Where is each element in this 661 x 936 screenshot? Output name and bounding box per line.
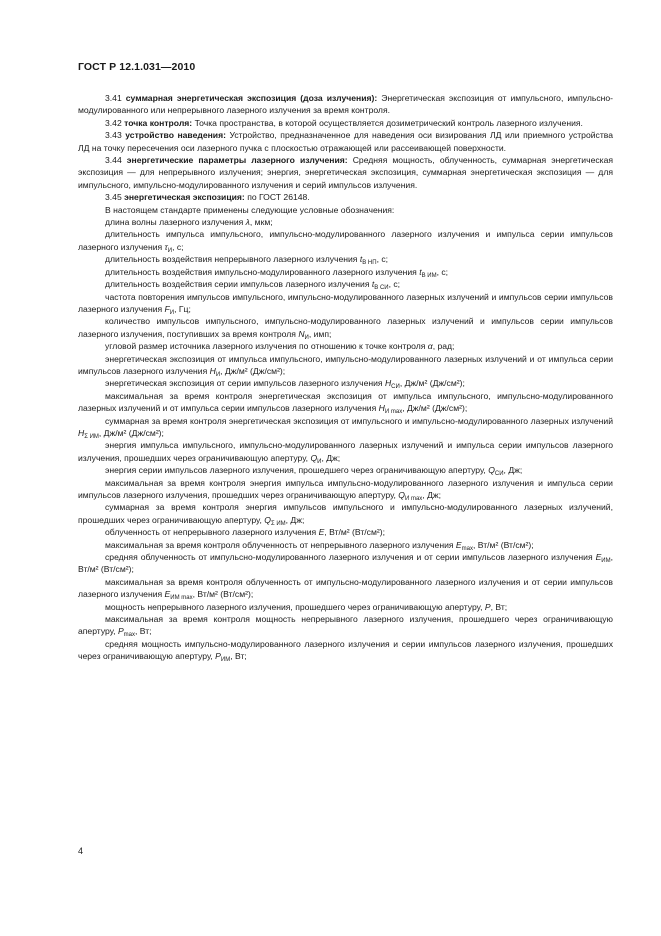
symbol-subscript: СИ xyxy=(494,471,504,478)
symbol-subscript: max xyxy=(461,545,473,552)
definition-number: 3.41 xyxy=(105,93,122,103)
symbol-description: длина волны лазерного излучения xyxy=(105,217,246,228)
symbol-unit: , рад; xyxy=(432,341,455,352)
symbol-definition xyxy=(78,464,613,476)
symbol-subscript: ИМ xyxy=(220,657,231,664)
symbol-definition xyxy=(78,228,613,253)
symbol-description: мощность непрерывного лазерного излучения, прошедшего через ограничивающую апертуру, xyxy=(105,601,485,612)
symbol-subscript: В СИ xyxy=(374,285,389,292)
symbol-subscript: СИ xyxy=(391,384,400,391)
symbol-description: длительность воздействия непрерывного лазерного излучения xyxy=(105,254,360,265)
symbol-definition xyxy=(78,390,613,415)
symbol-unit: , Вт/м² (Вт/см²); xyxy=(78,552,613,575)
definition-text: Точка пространства, в которой осуществляется дозиметрический контроль лазерного излучения. xyxy=(194,117,583,128)
symbol-subscript: И xyxy=(215,371,221,378)
symbol-unit: , Вт/м² (Вт/см²); xyxy=(192,589,254,600)
symbol-definition xyxy=(78,415,613,440)
definition-term: точка контроля: xyxy=(124,117,193,128)
symbol-description: длительность импульса импульсного, импульсно-модулированного лазерного излучения и импульса серии импульсов лазерного излучения xyxy=(78,229,613,252)
symbol-subscript: И xyxy=(317,458,322,465)
symbol-description: облученность от непрерывного лазерного излучения xyxy=(105,527,319,538)
symbol-unit: , Гц; xyxy=(174,303,191,314)
symbol-description: максимальная за время контроля энергия импульса импульсно-модулированного лазерного излучения и импульса серии импульсов лазерного излучения, прошедших через ограничивающую апертуру, xyxy=(78,477,613,500)
definition-text: по ГОСТ 26148. xyxy=(247,192,310,203)
symbol-letter: H xyxy=(78,427,85,438)
symbol-subscript: И max xyxy=(384,409,403,416)
symbol-description: средняя облученность от импульсно-модулированного лазерного излучения и от серии импульсов лазерного излучения xyxy=(105,552,596,563)
symbol-unit: , Вт; xyxy=(135,626,152,637)
symbol-subscript: Σ ИМ xyxy=(84,433,99,440)
definition-number: 3.43 xyxy=(105,130,122,141)
symbol-definition xyxy=(78,526,613,538)
symbol-letter: P xyxy=(117,626,124,637)
symbol-definition xyxy=(78,377,613,389)
symbol-unit: , Дж/м² (Дж/см²); xyxy=(98,427,164,438)
definition-text: Энергетическая экспозиция от импульсного, импульсно-модулированного или непрерывного лазерного излучения за время контроля. xyxy=(78,93,614,116)
symbol-unit: , Вт; xyxy=(490,601,508,612)
symbol-unit: , имп; xyxy=(308,328,332,339)
definition-text: Устройство, предназначенное для наведения оси визирования ЛД или приемного устройства ЛД на точку пересечения оси лазерного пучка с плоскостью отражающей или рассеивающей поверхности. xyxy=(78,130,614,153)
symbol-description: энергетическая экспозиция от импульса импульсного, импульсно-модулированного лазерных излучений и от импульса серии импульсов лазерного излучения xyxy=(78,353,613,376)
symbol-unit: , Дж/м² (Дж/см²); xyxy=(402,403,468,414)
symbol-letter: H xyxy=(209,365,216,376)
symbol-subscript: ИМ xyxy=(601,558,611,565)
symbol-letter: F xyxy=(164,303,170,314)
definition-3-45 xyxy=(78,191,613,203)
symbol-subscript: И xyxy=(167,247,173,254)
symbol-subscript: ИМ max xyxy=(170,595,193,602)
symbol-definition xyxy=(78,601,613,613)
symbol-letter: N xyxy=(298,328,305,339)
symbol-subscript: В ИМ xyxy=(421,272,437,279)
symbol-definition xyxy=(78,278,613,290)
symbol-description: угловой размер источника лазерного излучения по отношению к точке контроля xyxy=(105,341,428,352)
symbol-letter: α xyxy=(427,341,433,352)
symbol-definition xyxy=(78,613,613,638)
symbol-letter: E xyxy=(318,527,325,538)
symbol-subscript: И max xyxy=(404,496,423,502)
symbol-unit: , Дж/м² (Дж/см²); xyxy=(220,365,286,376)
symbol-unit: , с; xyxy=(388,279,401,290)
symbol-letter: t xyxy=(419,266,422,277)
definition-3-41 xyxy=(78,92,613,117)
symbol-letter: Q xyxy=(488,465,495,476)
symbol-unit: , Вт; xyxy=(230,651,247,662)
symbol-subscript: В НП xyxy=(362,260,377,267)
symbol-definition xyxy=(78,501,613,526)
symbol-description: максимальная за время контроля мощность непрерывного лазерного излучения, прошедшего через ограничивающую апертуру, xyxy=(78,614,613,637)
definition-term: суммарная энергетическая экспозиция (доза излучения): xyxy=(125,93,378,103)
symbol-description: максимальная за время контроля энергетическая экспозиция от импульса импульсного, импульсно-модулированного лазерных излучений и от импульса серии импульсов лазерного излучения xyxy=(78,390,613,414)
symbol-letter: H xyxy=(378,403,385,414)
symbol-subscript: И xyxy=(169,309,175,316)
definition-term: энергетические параметры лазерного излучения: xyxy=(126,155,348,166)
symbol-definition xyxy=(78,216,613,228)
definition-text: Средняя мощность, облученность, суммарная энергетическая экспозиция — для непрерывного излучения; энергия, энергетическая экспозиция, суммарная энергетическая экспозиция — для импульсного, импульсно-модулированного излучения и серий импульсов излучения. xyxy=(78,155,614,190)
symbol-description: суммарная за время контроля энергетическая экспозиция от импульсного и импульсно-модулированного лазерных излучений xyxy=(105,415,613,426)
symbol-description: максимальная за время контроля облученность от непрерывного лазерного излучения xyxy=(105,539,456,550)
definition-3-43 xyxy=(78,129,613,154)
symbol-definition xyxy=(78,477,613,502)
symbol-unit: , Дж; xyxy=(422,490,442,500)
symbol-definition xyxy=(78,291,613,316)
definition-3-44 xyxy=(78,154,613,191)
symbol-letter: τ xyxy=(164,241,168,252)
symbol-description: длительность воздействия импульсно-модулированного лазерного излучения xyxy=(105,266,420,277)
symbol-list xyxy=(78,216,613,663)
symbol-letter: E xyxy=(455,539,462,550)
document-body xyxy=(78,92,613,663)
symbol-letter: P xyxy=(215,651,221,662)
symbol-unit: , с; xyxy=(376,254,389,265)
definition-3-42 xyxy=(78,117,613,129)
symbol-definition xyxy=(78,539,613,551)
symbol-definition xyxy=(78,638,613,663)
symbol-unit: , с; xyxy=(436,266,449,277)
symbol-letter: E xyxy=(164,589,171,600)
symbol-description: длительность воздействия серии импульсов лазерного излучения xyxy=(105,279,372,290)
symbol-description: количество импульсов импульсного, импульсно-модулированного лазерных излучений и импульсов серии импульсов лазерного излучения, поступивших за время контроля xyxy=(78,316,613,339)
symbol-definition xyxy=(78,439,613,464)
symbol-letter: Q xyxy=(310,452,318,463)
symbol-definition xyxy=(78,340,613,352)
symbol-subscript: max xyxy=(123,632,136,639)
definition-number: 3.45 xyxy=(105,192,122,203)
symbol-letter: E xyxy=(595,552,602,563)
symbol-description: частота повторения импульсов импульсного, импульсно-модулированного лазерных излучений и импульсов серии импульсов лазерного излучения xyxy=(78,291,613,314)
symbol-unit: , Дж/м² (Дж/см²); xyxy=(399,378,465,389)
symbol-description: энергия серии импульсов лазерного излучения, прошедшего через ограничивающую апертуру, xyxy=(105,465,489,476)
symbol-letter: Q xyxy=(264,514,271,525)
symbol-letter: Q xyxy=(398,490,405,500)
symbol-description: суммарная за время контроля энергия импульсов импульсного и импульсно-модулированного лазерных излучений, прошедших через ограничивающую апертуру, xyxy=(78,502,613,525)
symbol-letter: λ xyxy=(245,217,250,228)
symbol-unit: , Дж; xyxy=(285,514,305,525)
symbol-definition xyxy=(78,353,613,378)
symbol-unit: , с; xyxy=(172,241,184,252)
symbol-letter: P xyxy=(484,601,491,612)
symbol-description: энергия импульса импульсного, импульсно-модулированного лазерных излучений и импульса серии импульсов лазерного излучения, прошедших через ограничивающую апертуру, xyxy=(78,440,613,463)
symbol-unit: , Дж; xyxy=(503,465,523,476)
page-number: 4 xyxy=(78,846,84,856)
definition-term: устройство наведения: xyxy=(125,130,226,141)
definition-number: 3.44 xyxy=(105,155,122,166)
symbol-letter: H xyxy=(384,378,392,389)
symbol-definition xyxy=(78,253,613,265)
page-header: ГОСТ Р 12.1.031—2010 xyxy=(78,61,196,73)
definition-number: 3.42 xyxy=(105,117,122,128)
symbol-subscript: И xyxy=(304,334,309,341)
symbol-letter: t xyxy=(359,254,363,265)
symbols-intro: В настоящем стандарте применены следующие условные обозначения: xyxy=(105,204,395,215)
symbol-description: максимальная за время контроля облученность от импульсно-модулированного лазерного излучения и от серии импульсов лазерного излучения xyxy=(78,576,613,600)
symbol-definition xyxy=(78,315,613,340)
symbol-unit: , Вт/м² (Вт/см²); xyxy=(324,527,385,538)
symbol-definition xyxy=(78,576,613,601)
symbol-subscript: Σ ИМ xyxy=(270,520,286,527)
symbol-definition xyxy=(78,266,613,278)
symbol-unit: , мкм; xyxy=(249,217,273,228)
definition-term: энергетическая экспозиция: xyxy=(124,192,245,203)
symbol-unit: , Вт/м² (Вт/см²); xyxy=(473,539,534,550)
symbol-unit: , Дж; xyxy=(321,452,341,463)
symbol-description: энергетическая экспозиция от серии импульсов лазерного излучения xyxy=(105,378,385,389)
symbol-description: средняя мощность импульсно-модулированного лазерного излучения и серии импульсов лазерного излучения, прошедших через ограничивающую апертуру, xyxy=(78,638,613,662)
symbol-definition xyxy=(78,551,613,576)
symbol-letter: t xyxy=(371,279,375,290)
